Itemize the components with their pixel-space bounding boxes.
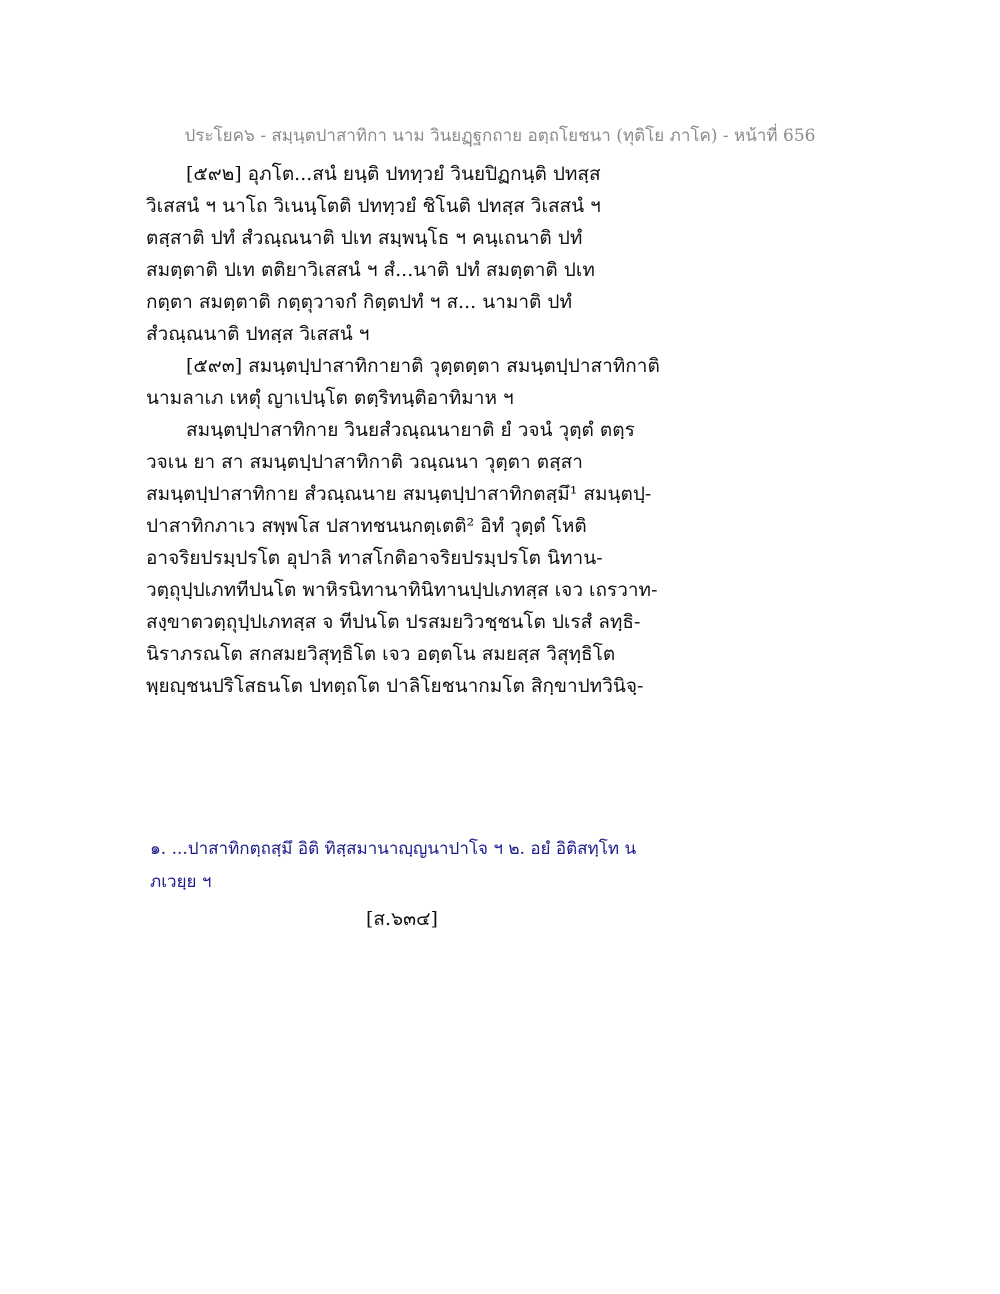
paragraph-3-line-5: อาจริยปรมฺปรโต อุปาลิ ทาสโกติอาจริยปรมฺปรโต นิทาน-	[146, 547, 603, 569]
paragraph-592-line-5: กตฺตา สมตฺตาติ กตฺตุวาจกํ กิตฺตปทํ ฯ ส... นามาติ ปทํ	[146, 291, 573, 313]
paragraph-593-line-1: [๕๙๓] สมนฺตปฺปาสาทิกายาติ วุตฺตตฺตา สมนฺตปฺปาสาทิกาติ	[186, 355, 660, 377]
paragraph-593-line-2: นามลาเภ เหตุํ ญาเปนฺโต ตตฺริทนฺติอาทิมาห ฯ	[146, 387, 514, 409]
paragraph-3-line-9: พฺยญฺชนปริโสธนโต ปทตฺถโต ปาลิโยชนากมโต สิกฺขาปทวินิจฺ-	[146, 675, 644, 697]
paragraph-592-line-4: สมตฺตาติ ปเท ตติยาวิเสสนํ ฯ สํ...นาติ ปทํ สมตฺตาติ ปเท	[146, 259, 595, 281]
footnote-line: ภเวยฺย ฯ	[150, 872, 212, 892]
paragraph-592-line-3: ตสฺสาติ ปทํ สํวณฺณนาติ ปเท สมฺพนฺโธ ฯ คนฺเถนาติ ปทํ	[146, 227, 583, 249]
page-header: ประโยค๖ - สมฺนฺตปาสาทิกา นาม วินยฏฺฐกถาย อตฺถโยชนา (ทุติโย ภาโค) - หน้าที่ 656	[184, 126, 816, 146]
footnotes	[150, 833, 710, 899]
page-reference: [ส.๖๓๔]	[366, 908, 438, 930]
paragraph-3-line-8: นิราภรณโต สกสมยวิสุทฺธิโต เจว อตฺตโน สมยสฺส วิสุทฺธิโต	[146, 643, 616, 665]
paragraph-592-line-6: สํวณฺณนาติ ปทสฺส วิเสสนํ ฯ	[146, 323, 370, 345]
body-text	[146, 158, 706, 702]
paragraph-3-line-1: สมนฺตปฺปาสาทิกาย วินยสํวณฺณนายาติ ยํ วจนํ วุตฺตํ ตตฺร	[186, 419, 635, 441]
footnote-line: ๑. ...ปาสาทิกตฺถสฺมึ อิติ ทิสฺสมานาญฺญนาปาโจ ฯ ๒. อยํ อิติสทฺโท น	[150, 839, 637, 859]
paragraph-3-line-3: สมนฺตปฺปาสาทิกาย สํวณฺณนาย สมนฺตปฺปาสาทิกตสฺมึ¹ สมนฺตปฺ-	[146, 483, 652, 505]
paragraph-3-line-4: ปาสาทิกภาเว สพฺพโส ปสาทชนนกตฺเตติ² อิทํ วุตฺตํ โหติ	[146, 515, 587, 537]
paragraph-3-line-7: สงฺขาตวตฺถุปฺปเภทสฺส จ ทีปนโต ปรสมยวิวชฺชนโต ปเรสํ ลทฺธิ-	[146, 611, 641, 633]
paragraph-592-line-1: [๕๙๒] อุภโต...สนํ ยนฺติ ปททฺวยํ วินยปิฏกนฺติ ปทสฺส	[186, 163, 601, 185]
paragraph-3-line-6: วตฺถุปฺปเภททีปนโต พาหิรนิทานาทินิทานปฺปเภทสฺส เจว เถรวาท-	[146, 579, 658, 601]
paragraph-592-line-2: วิเสสนํ ฯ นาโถ วิเนนฺโตติ ปททฺวยํ ชิโนติ ปทสฺส วิเสสนํ ฯ	[146, 195, 601, 217]
paragraph-3-line-2: วจเน ยา สา สมนฺตปฺปาสาทิกาติ วณฺณนา วุตฺตา ตสฺสา	[146, 451, 583, 473]
